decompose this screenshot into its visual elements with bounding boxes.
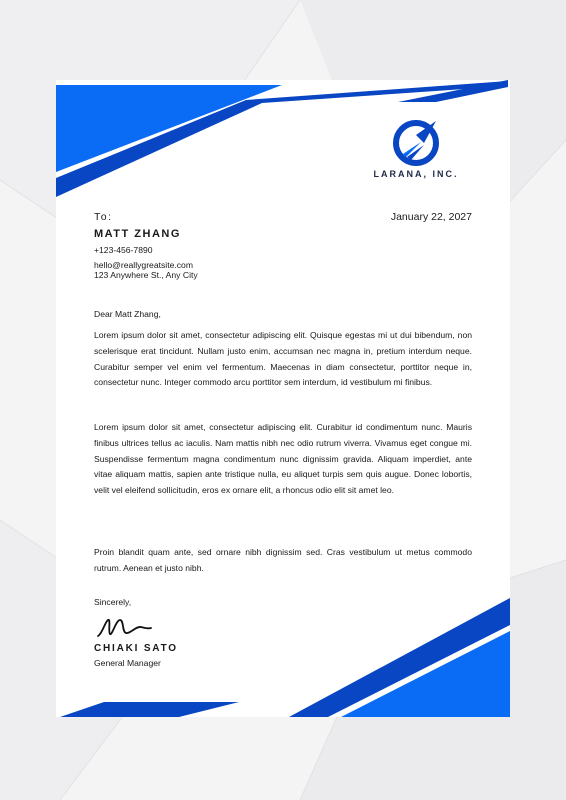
greeting: Dear Matt Zhang, <box>94 309 161 319</box>
to-label: To: <box>94 211 113 223</box>
recipient-address: 123 Anywhere St., Any City <box>94 270 198 280</box>
body-paragraph: Lorem ipsum dolor sit amet, consectetur adipiscing elit. Quisque egestas mi ut dui bibendum, non scelerisque erat tincidunt. Nullam justo enim, accumsan nec magna in, pretium interdum neque. Curabitur semper vel enim vel fermentum. Maecenas in diam consectetur, porttitor neque in, consectetur nunc. Integer commodo arcu porttitor sem interdum, id vestibulum mi finibus. <box>94 330 472 388</box>
company-name: LARANA, INC. <box>373 169 459 179</box>
signature <box>96 612 152 640</box>
recipient-phone: +123-456-7890 <box>94 245 153 255</box>
closing: Sincerely, <box>94 597 132 607</box>
signer-title: General Manager <box>94 658 161 668</box>
body-paragraph: Proin blandit quam ante, sed ornare nibh dignissim sed. Cras vestibulum ut metus commodo rutrum. Aenean et justo nibh. <box>94 547 472 573</box>
signer-name: CHIAKI SATO <box>94 643 178 654</box>
letter-date: January 22, 2027 <box>390 211 472 223</box>
body-paragraph: Lorem ipsum dolor sit amet, consectetur adipiscing elit. Curabitur id condimentum nunc. Mauris finibus ultrices tellus ac iaculis. Nam mattis nibh nec odio rutrum viverra. Vivamus eget congue mi. Suspendisse fermentum magna condimentum nunc dignissim gravida. Aliquam imperdiet, ante vitae aliquam mattis, sapien ante tristique nulla, eu aliquet turpis sem quis augue. Donec lobortis, velit vel eleifend sollicitudin, eros ex ornare elit, a rhoncus odio elit sit amet leo. <box>94 422 472 496</box>
rocket-circle-icon <box>392 119 440 167</box>
recipient-name: MATT ZHANG <box>94 228 181 240</box>
recipient-email: hello@reallygreatsite.com <box>94 260 194 270</box>
